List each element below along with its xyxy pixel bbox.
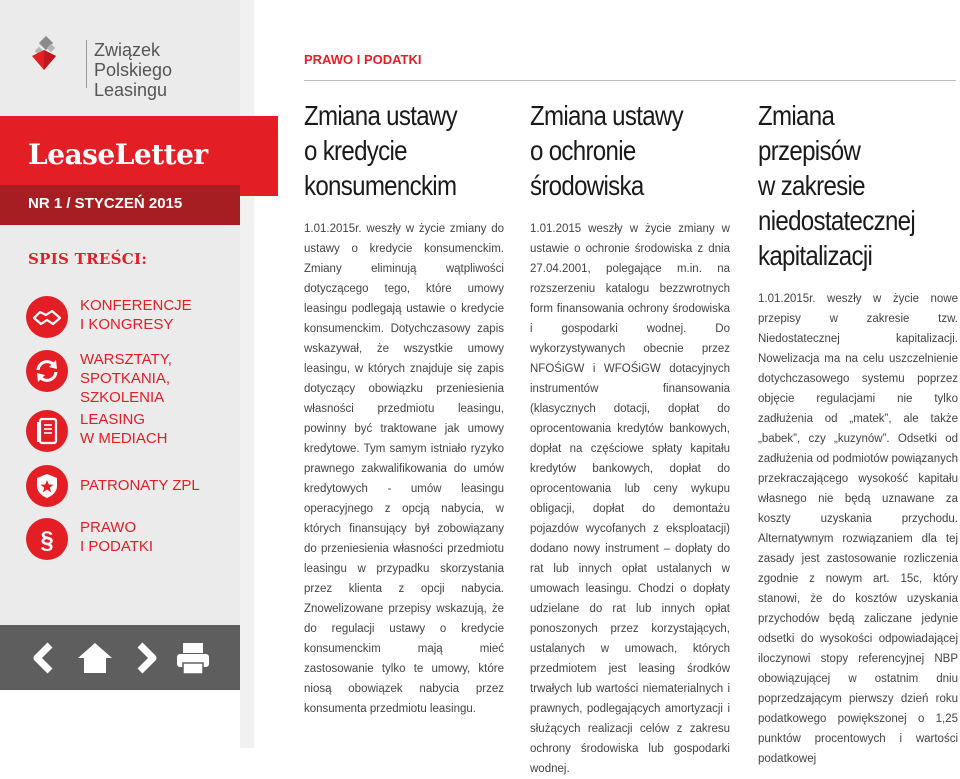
back-arrow-icon[interactable] (26, 639, 64, 677)
article-title: Zmiana ustawy o ochronie środowiska (530, 100, 683, 201)
toc-label: LEASING W MEDIACH (80, 411, 168, 447)
home-icon[interactable] (76, 639, 114, 677)
article-body: 1.01.2015r. weszły w życie nowe przepisy w zakresie tzw. Niedostatecznej kapitalizacji. Nowelizacja ma na celu uszczelnienie dotychczasowego systemu poprzez objęcie regulacjami nie tylko zadłużenia od „matek”, ale także „babek”, czy „kuzynów”. Odsetki od zadłużenia od podmiotów powiązanych przekraczającego wysokość kapitału własnego nie będą uznawane za koszty uzyskania przychodu. Alternatywnym rozwiązaniem dla tej zasady jest zastosowanie rozliczenia zgodnie z nowym art. 15c, który stanowi, że do kosztów uzyskania przychodów będą zaliczane jedynie odsetki do wysokości odpowiadającej iloczynowi stopy referencyjnej NBP obowiązującej w ostatnim dniu poprzedzającym pierwszy dzień roku podatkowego powiększonej o 1,25 punktów procentowych i wartości podatkowej (758, 293, 958, 765)
newsletter-title: LeaseLetter (28, 138, 208, 171)
article-ochrona-srodowiska (530, 98, 730, 779)
logo-name-line2: Leasingu (94, 80, 168, 100)
article-body: 1.01.2015r. weszły w życie zmiany do ustawy o kredycie konsumenckim. Zmiany eliminują wątpliwości dotyczącego tego, które umowy leasingu podlegają ustawie o kredycie konsumenckim. Dotychczasowy zapis wskazywał, że wszystkie umowy leasingu, w których znajduje się zapis dotyczący obowiązku przeniesienia własności przedmiotu leasingu, powinny być traktowane jak umowy kredytowe. Tym samym istniało ryzyko prawnego zakwalifikowania do umów kredytowych - umów leasingu operacyjnego z opcją nabycia, w których finansujący był zobowiązany do przeniesienia własności przedmiotu leasingu w przypadku skorzystania przez klienta z opcji nabycia. Znowelizowane przepisy wskazują, że do regulacji ustawy o kredycie konsumenckim mają mieć zastosowanie tylko te umowy, które niosą obowiązek nabycia przez konsumenta przedmiotu leasingu. (304, 223, 504, 715)
zpl-logo (28, 36, 228, 100)
article-title: Zmiana ustawy o kredycie konsumenckim (304, 100, 457, 201)
navigation-bar (0, 625, 240, 690)
sidebar (0, 0, 290, 748)
shield-star-icon (26, 465, 68, 507)
toc-label: PRAWO I PODATKI (80, 519, 154, 555)
toc-label: PATRONATY ZPL (80, 477, 200, 494)
handshake-icon (26, 296, 68, 338)
logo-text (94, 40, 228, 100)
issue-number: NR 1 / STYCZEŃ 2015 (28, 195, 183, 212)
toc-label: WARSZTATY, SPOTKANIA, SZKOLENIA (80, 351, 172, 406)
svg-text:§: § (40, 527, 54, 554)
forward-arrow-icon[interactable] (126, 639, 164, 677)
tablet-icon (26, 410, 68, 452)
header-rule (304, 80, 956, 81)
newsletter-banner (0, 116, 278, 196)
logo-name-line1: Związek Polskiego (94, 40, 173, 80)
sidebar-background (0, 0, 240, 690)
zpl-logo-mark-icon (28, 36, 78, 86)
toc-title: SPIS TREŚCI: (28, 250, 148, 268)
logo-separator (86, 40, 87, 88)
sidebar-edge (240, 0, 254, 748)
article-niedostateczna-kapitalizacja (758, 98, 958, 769)
section-label: PRAWO I PODATKI (304, 52, 422, 67)
refresh-icon (26, 350, 68, 392)
issue-bar (0, 185, 240, 225)
paragraph-icon (26, 518, 68, 560)
article-title: Zmiana przepisów w zakresie niedostatecznej kapitalizacji (758, 100, 916, 271)
article-kredyt-konsumencki (304, 98, 504, 719)
toc-label: KONFERENCJE I KONGRESY (80, 297, 192, 333)
print-icon[interactable] (174, 639, 212, 677)
article-body: 1.01.2015 weszły w życie zmiany w ustawie o ochronie środowiska z dnia 27.04.2001, polegające m.in. na rozszerzeniu katalogu bezzwrotnych form finansowania ochrony środowiska i gospodarki wodnej. Do wykorzystywanych obecnie przez NFOŚiGW i WFOŚiGW dotacyjnych instrumentów finansowania (klasycznych dotacji, dopłat do oprocentowania kredytów bankowych, dopłat na częściowe spłaty kapitału kredytów bankowych, dopłat do oprocentowania lub ceny wykupu obligacji, dopłat do demontażu pojazdów wycofanych z eksploatacji) dodano nowy instrument – dopłaty do rat lub innych opłat ustalanych w umowach leasingu. Chodzi o dopłaty udzielane do rat lub innych opłat ponoszonych przez korzystających, ustalanych w umowach, których przedmiotem jest leasing środków trwałych lub wartości niematerialnych i prawnych, podlegających amortyzacji i służących realizacji celów z zakresu ochrony środowiska lub gospodarki wodnej. (530, 223, 730, 775)
